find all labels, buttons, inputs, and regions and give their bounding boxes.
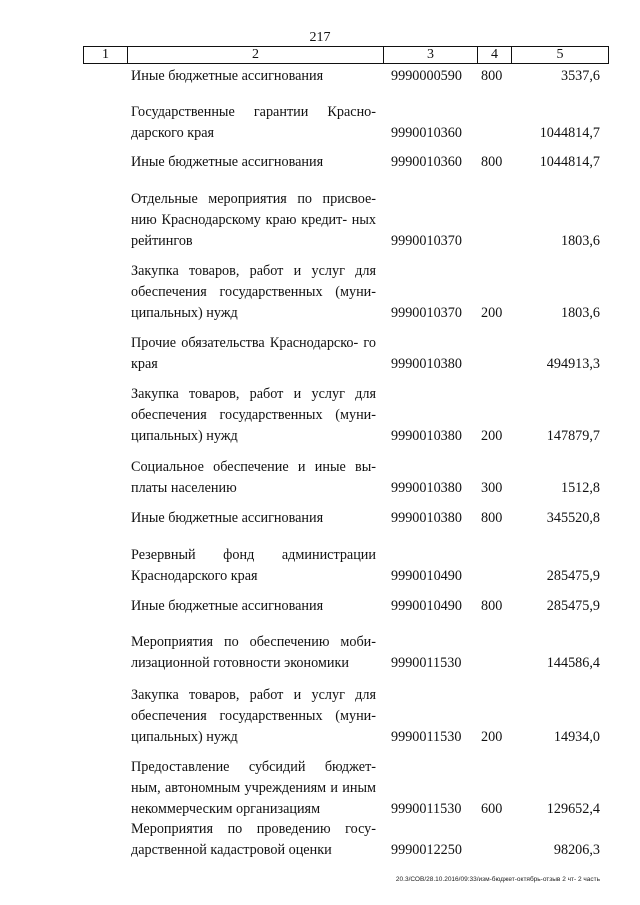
row-code: 9990010490 xyxy=(391,568,462,584)
row-sum: 1512,8 xyxy=(560,480,600,496)
header-col-2: 2 xyxy=(128,47,384,63)
page-number: 217 xyxy=(309,30,331,45)
row-sum: 1803,6 xyxy=(560,305,600,321)
row-name: Закупка товаров, работ и услуг для обеспечения государственных (муни- ципальных) нужд xyxy=(131,386,376,444)
row-code: 9990011530 xyxy=(391,801,462,817)
header-col-4: 4 xyxy=(478,47,512,63)
row-type: 600 xyxy=(481,801,503,817)
row-code: 9990010380 xyxy=(391,510,462,526)
row-name: Прочие обязательства Краснодарско- го края xyxy=(131,335,376,372)
row-name: Иные бюджетные ассигнования xyxy=(131,154,324,170)
row-sum: 3537,6 xyxy=(560,68,600,84)
row-code: 9990012250 xyxy=(391,842,462,858)
row-code: 9990010370 xyxy=(391,305,462,321)
table-header xyxy=(83,46,609,64)
header-col-5: 5 xyxy=(556,47,564,62)
row-sum: 147879,7 xyxy=(546,428,600,444)
row-name: Государственные гарантии Красно- дарского края xyxy=(131,104,376,141)
row-name: Социальное обеспечение и иные вы- платы населению xyxy=(131,459,376,496)
row-name: Иные бюджетные ассигнования xyxy=(131,68,324,84)
row-sum: 345520,8 xyxy=(546,510,600,526)
row-sum: 494913,3 xyxy=(546,356,600,372)
row-type: 800 xyxy=(481,510,503,526)
header-col-1: 1 xyxy=(84,47,128,63)
row-sum: 14934,0 xyxy=(553,729,600,745)
row-sum: 1803,6 xyxy=(560,233,600,249)
row-sum: 129652,4 xyxy=(546,801,600,817)
row-name: Закупка товаров, работ и услуг для обеспечения государственных (муни- ципальных) нужд xyxy=(131,263,376,321)
row-code: 9990010490 xyxy=(391,598,462,614)
row-code: 9990010370 xyxy=(391,233,462,249)
row-code: 9990011530 xyxy=(391,655,462,671)
row-type: 200 xyxy=(481,305,503,321)
row-name: Иные бюджетные ассигнования xyxy=(131,598,324,614)
row-type: 800 xyxy=(481,68,503,84)
row-name: Резервный фонд администрации Краснодарского края xyxy=(131,547,376,584)
header-col-3: 3 xyxy=(384,47,478,63)
row-name: Закупка товаров, работ и услуг для обеспечения государственных (муни- ципальных) нужд xyxy=(131,687,376,745)
row-sum: 98206,3 xyxy=(553,842,600,858)
row-type: 800 xyxy=(481,154,503,170)
row-name: Отдельные мероприятия по присвое- нию Краснодарскому краю кредит- ных рейтингов xyxy=(131,191,376,249)
row-sum: 1044814,7 xyxy=(539,154,600,170)
row-sum: 285475,9 xyxy=(546,598,600,614)
row-sum: 285475,9 xyxy=(546,568,600,584)
row-name: Мероприятия по обеспечению моби- лизационной готовности экономики xyxy=(131,634,376,671)
row-sum: 144586,4 xyxy=(546,655,600,671)
row-code: 9990010380 xyxy=(391,480,462,496)
row-type: 200 xyxy=(481,729,503,745)
row-type: 800 xyxy=(481,598,503,614)
row-type: 300 xyxy=(481,480,503,496)
row-code: 9990010380 xyxy=(391,428,462,444)
row-type: 200 xyxy=(481,428,503,444)
row-code: 9990010360 xyxy=(391,154,462,170)
row-name: Предоставление субсидий бюджет- ным, автономным учреждениям и иным некоммерческим организациям xyxy=(131,759,376,817)
row-code: 9990010380 xyxy=(391,356,462,372)
row-code: 9990010360 xyxy=(391,125,462,141)
row-code: 9990011530 xyxy=(391,729,462,745)
document-footer: 20.3/СОВ/28.10.2016/09:33/изм-бюджет-октябрь-отзыв 2 чт- 2 часть xyxy=(395,876,600,883)
row-code: 9990000590 xyxy=(391,68,462,84)
row-name: Мероприятия по проведению госу- дарственной кадастровой оценки xyxy=(131,821,376,858)
row-name: Иные бюджетные ассигнования xyxy=(131,510,324,526)
row-sum: 1044814,7 xyxy=(539,125,600,141)
